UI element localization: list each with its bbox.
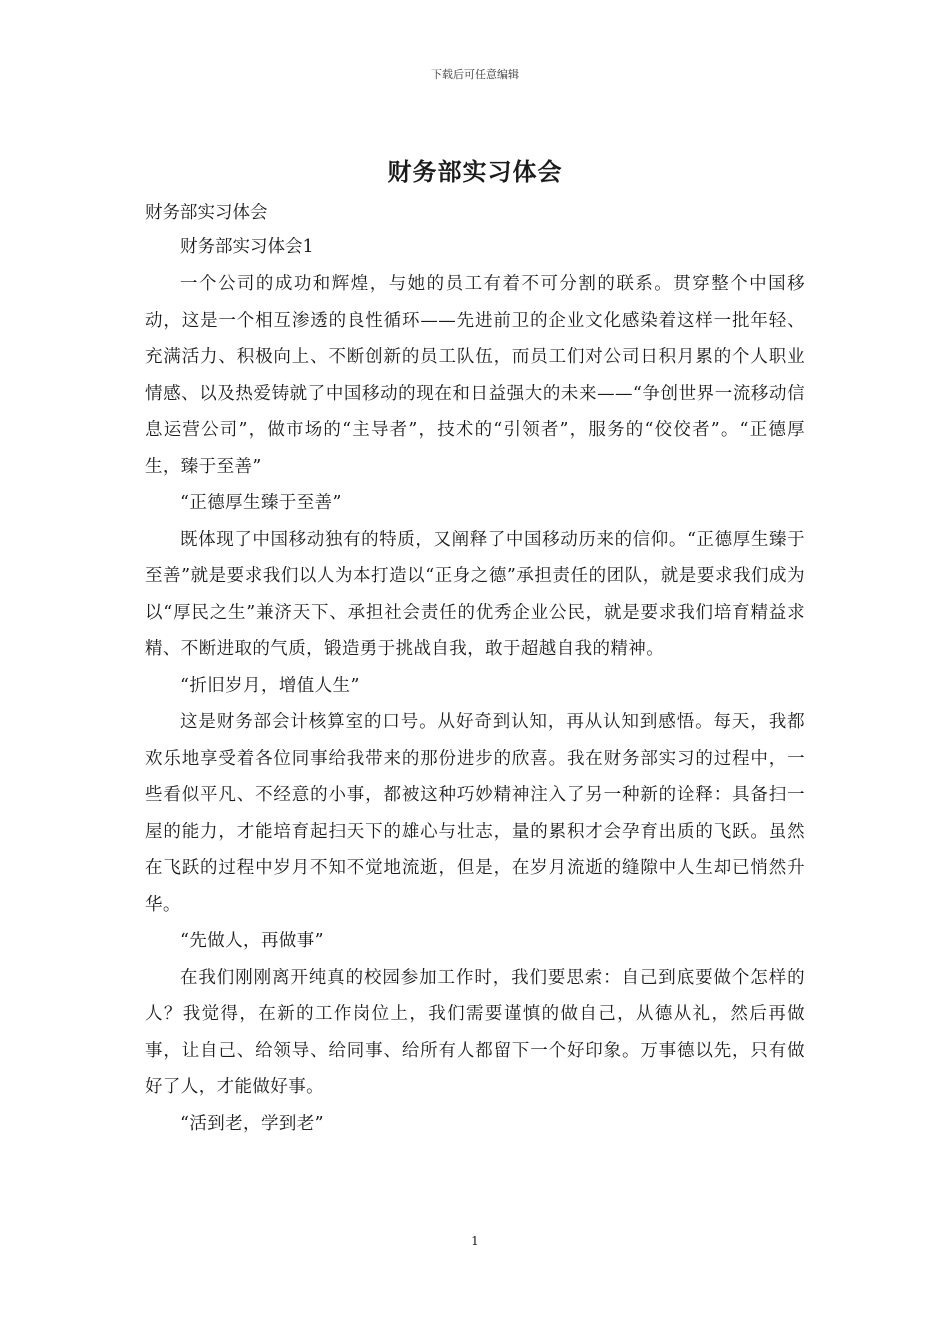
- paragraph: “活到老，学到老”: [180, 1113, 324, 1134]
- paragraph: 在我们刚刚离开纯真的校园参加工作时，我们要思索：自己到底要做个怎样的人？我觉得，在新的工作岗位上，我们需要谨慎的做自己，从德从礼，然后再做事，让自己、给领导、给同事、给所有人都留下一个好印象。万事德以先，只有做好了人，才能做好事。: [145, 967, 805, 1097]
- subtitle: 财务部实习体会: [145, 203, 268, 223]
- paragraph: 一个公司的成功和辉煌，与她的员工有着不可分割的联系。贯穿整个中国移动，这是一个相互渗透的良性循环——先进前卫的企业文化感染着这样一批年轻、充满活力、积极向上、不断创新的员工队伍，而员工们对公司日积月累的个人职业情感、以及热爱铸就了中国移动的现在和日益强大的未来——“争创世界一流移动信息运营公司”，做市场的“主导者”，技术的“引领者”，服务的“佼佼者”。“正德厚生，臻于至善”: [145, 274, 805, 477]
- page-number: 1: [471, 1234, 479, 1248]
- section-heading: 财务部实习体会1: [180, 237, 314, 257]
- header-note: 下载后可任意编辑: [431, 68, 519, 81]
- document-body: [145, 198, 805, 1142]
- paragraph: “先做人，再做事”: [180, 931, 324, 951]
- paragraph: “折旧岁月，增值人生”: [180, 675, 360, 696]
- paragraph: 这是财务部会计核算室的口号。从好奇到认知，再从认知到感悟。每天，我都欢乐地享受着各位同事给我带来的那份进步的欣喜。我在财务部实习的过程中，一些看似平凡、不经意的小事，都被这种巧妙精神注入了另一种新的诠释：具备扫一屋的能力，才能培育起扫天下的雄心与壮志，量的累积才会孕育出质的飞跃。虽然在飞跃的过程中岁月不知不觉地流逝，但是，在岁月流逝的缝隙中人生却已悄然升华。: [145, 712, 805, 915]
- paragraph: 既体现了中国移动独有的特质，又阐释了中国移动历来的信仰。“正德厚生臻于至善”就是要求我们以人为本打造以“正身之德”承担责任的团队，就是要求我们成为以“厚民之生”兼济天下、承担社会责任的优秀企业公民，就是要求我们培育精益求精、不断进取的气质，锻造勇于挑战自我，敢于超越自我的精神。: [145, 529, 805, 659]
- paragraph: “正德厚生臻于至善”: [180, 493, 342, 513]
- document-title: 财务部实习体会: [387, 157, 563, 186]
